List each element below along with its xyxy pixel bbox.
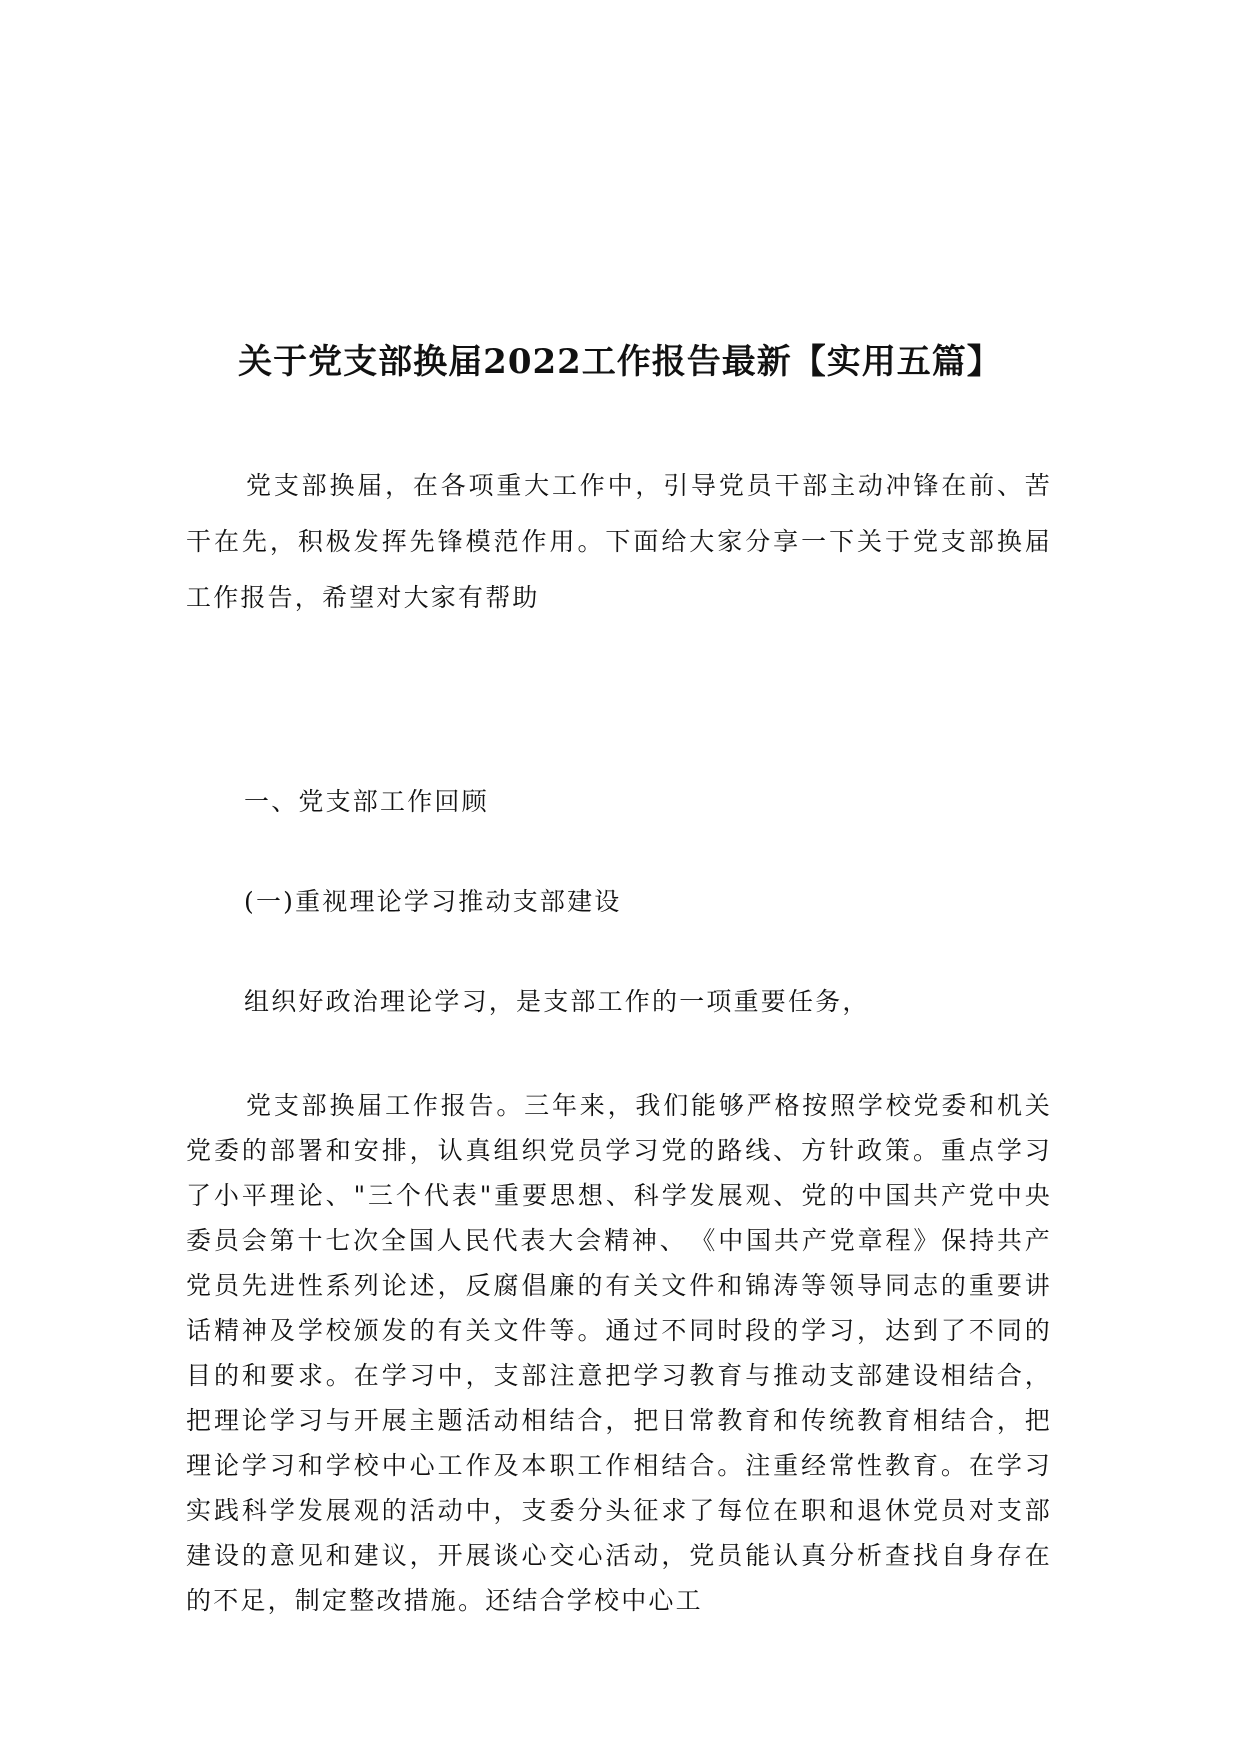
- intro-paragraph: 党支部换届，在各项重大工作中，引导党员干部主动冲锋在前、苦干在先，积极发挥先锋模范作用。下面给大家分享一下关于党支部换届工作报告，希望对大家有帮助: [186, 471, 1052, 612]
- document-title: 关于党支部换届2022工作报告最新【实用五篇】: [238, 342, 1002, 382]
- subsection-heading: (一)重视理论学习推动支部建设: [244, 887, 622, 916]
- section-heading: 一、党支部工作回顾: [244, 787, 489, 816]
- body-paragraph-2: 党支部换届工作报告。三年来，我们能够严格按照学校党委和机关党委的部署和安排，认真组织党员学习党的路线、方针政策。重点学习了小平理论、"三个代表"重要思想、科学发展观、党的中国共产党中央委员会第十七次全国人民代表大会精神、 《中国共产党章程》保持共产党员先进性系列论述，反腐倡廉的有关文件和锦涛等领导同志的重要讲话精神及学校颁发的有关文件等。通过不同时段的学习，达到了不同的目的和要求。在学习中，支部注意把学习教育与推动支部建设相结合，把理论学习与开展主题活动相结合，把日常教育和传统教育相结合，把理论学习和学校中心工作及本职工作相结合。注重经常性教育。在学习实践科学发展观的活动中，支委分头征求了每位在职和退休党员对支部建设的意见和建议，开展谈心交心活动，党员能认真分析查找自身存在的不足，制定整改措施。还结合学校中心工: [186, 1091, 1052, 1615]
- body-paragraph-1: 组织好政治理论学习，是支部工作的一项重要任务，: [244, 987, 870, 1016]
